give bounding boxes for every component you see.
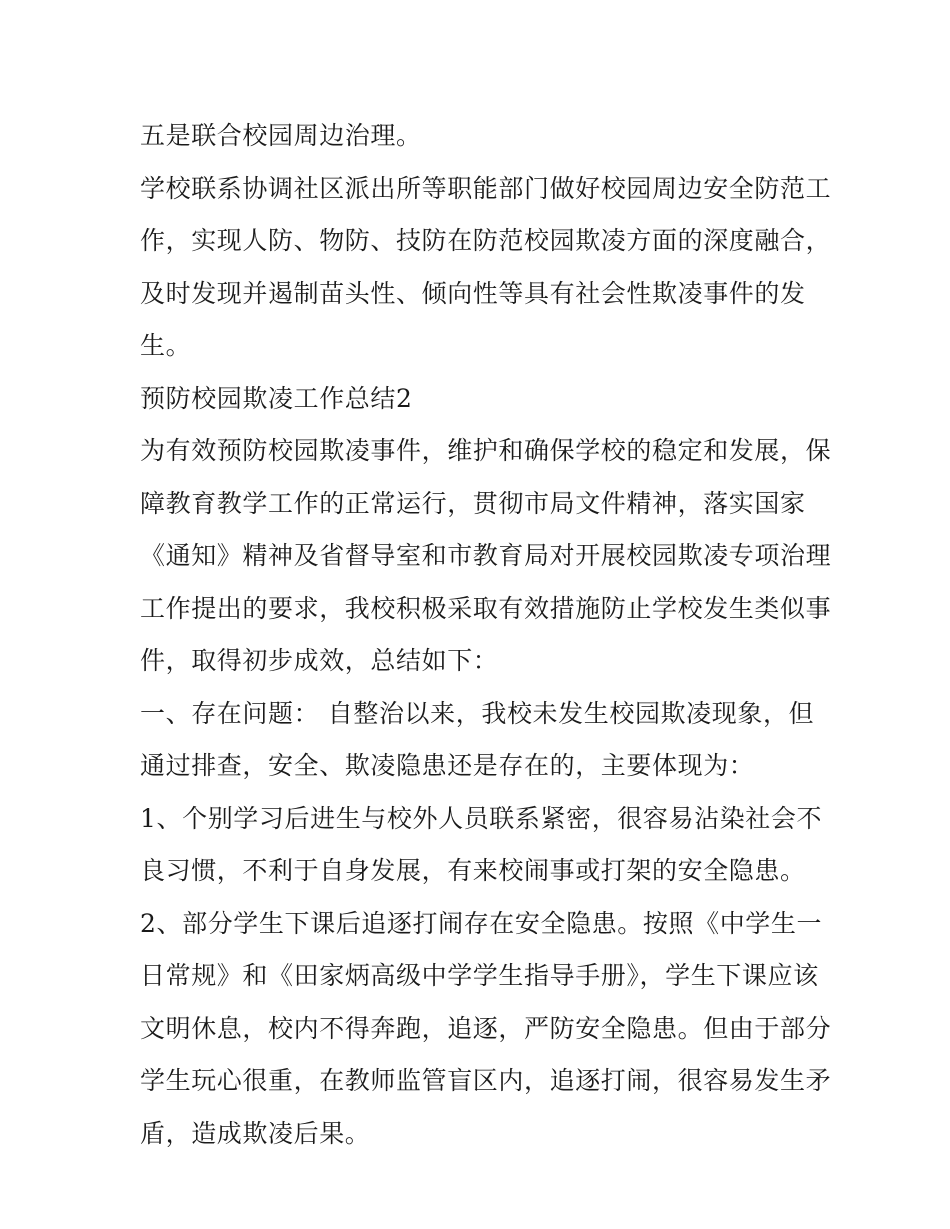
text-line: 作，实现人防、物防、技防在防范校园欺凌方面的深度融合， (140, 226, 832, 255)
section-title: 预防校园欺凌工作总结2 (140, 383, 413, 413)
text-line: 障教育教学工作的正常运行，贯彻市局文件精神，落实国家 (140, 488, 806, 518)
text-line: 工作提出的要求，我校积极采取有效措施防止学校发生类似事 (140, 593, 832, 623)
text-line: 及时发现并遏制苗头性、倾向性等具有社会性欺凌事件的发 (140, 278, 806, 308)
text-line: 件，取得初步成效，总结如下： (140, 646, 499, 675)
paragraph-heading-5: 五是联合校园周边治理。 (140, 121, 422, 150)
text-line: 学生玩心很重，在教师监管盲区内，追逐打闹，很容易发生矛 (140, 1066, 832, 1095)
text-line: 生。 (140, 331, 192, 360)
document-body (140, 110, 832, 1160)
text-line: 日常规》和《田家炳高级中学学生指导手册》，学生下课应该 (140, 961, 819, 990)
text-line: 学校联系协调社区派出所等职能部门做好校园周边安全防范工 (140, 173, 832, 203)
text-line: 通过排查，安全、欺凌隐患还是存在的，主要体现为： (140, 751, 755, 780)
text-line: 1、个别学习后进生与校外人员联系紧密，很容易沾染社会不 (140, 803, 823, 833)
text-line: 2、部分学生下课后追逐打闹存在安全隐患。按照《中学生一 (140, 908, 823, 938)
text-line: 良习惯，不利于自身发展，有来校闹事或打架的安全隐患。 (140, 856, 806, 885)
text-line: 《通知》精神及省督导室和市教育局对开展校园欺凌专项治理 (140, 541, 832, 570)
text-line: 文明休息，校内不得奔跑，追逐，严防安全隐患。但由于部分 (140, 1013, 832, 1043)
text-line: 一、存在问题： 自整治以来，我校未发生校园欺凌现象，但 (140, 698, 815, 728)
text-line: 为有效预防校园欺凌事件，维护和确保学校的稳定和发展，保 (140, 436, 832, 465)
text-line: 盾，造成欺凌后果。 (140, 1118, 371, 1148)
